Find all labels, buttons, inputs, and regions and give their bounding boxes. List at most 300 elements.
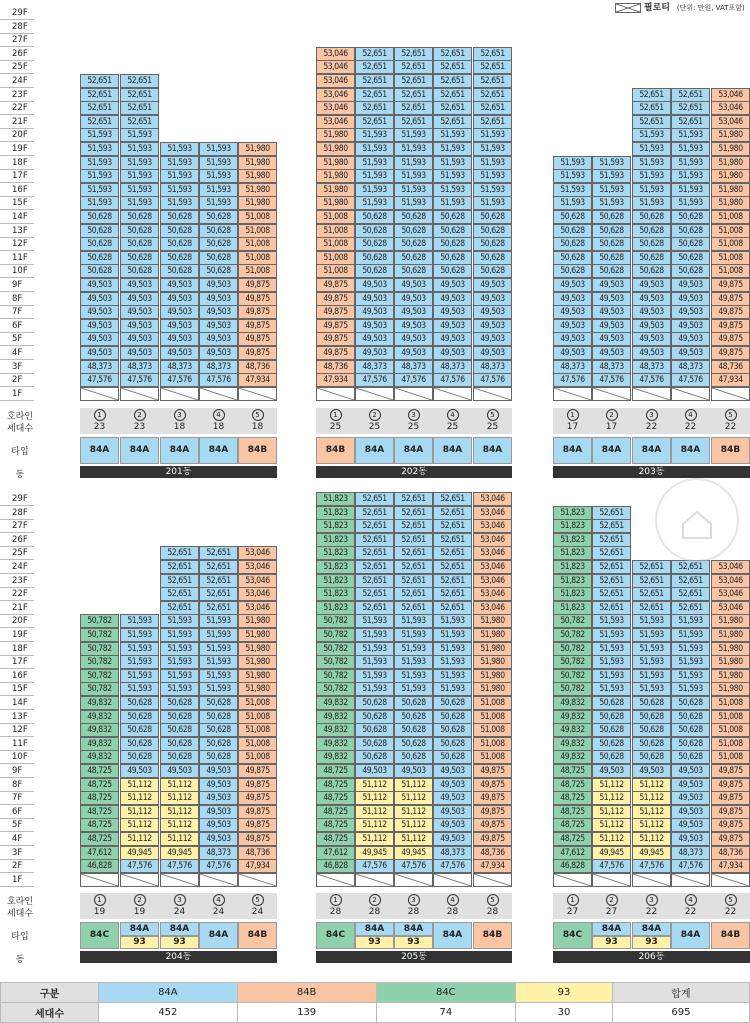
price-cell: 52,651 xyxy=(394,601,433,615)
price-cell: 50,628 xyxy=(199,723,238,737)
unit-count: 22 xyxy=(724,907,737,917)
price-cell: 51,593 xyxy=(433,128,472,142)
price-cell: 50,628 xyxy=(394,696,433,710)
price-cell: 51,593 xyxy=(160,628,199,642)
price-cell: 49,503 xyxy=(394,332,433,346)
piloti-cell xyxy=(394,873,433,887)
price-cell: 49,875 xyxy=(711,292,750,306)
price-cell: 47,576 xyxy=(433,373,472,387)
price-cell: 49,945 xyxy=(394,846,433,860)
price-cell: 48,736 xyxy=(473,846,512,860)
price-cell: 50,628 xyxy=(473,224,512,238)
price-cell: 50,782 xyxy=(80,682,119,696)
type-cell: 84B xyxy=(711,437,750,464)
price-cell: 52,651 xyxy=(473,88,512,102)
price-cell: 49,503 xyxy=(120,292,159,306)
price-cell: 49,503 xyxy=(394,346,433,360)
watermark-seal xyxy=(655,478,739,562)
price-cell: 50,628 xyxy=(592,696,631,710)
price-cell: 51,593 xyxy=(355,682,394,696)
price-cell: 50,628 xyxy=(671,224,710,238)
price-cell: 51,980 xyxy=(473,669,512,683)
type-cell: 93 xyxy=(394,936,433,949)
price-cell: 49,503 xyxy=(80,305,119,319)
price-cell: 51,593 xyxy=(671,142,710,156)
price-cell: 51,593 xyxy=(80,169,119,183)
price-cell: 48,725 xyxy=(553,791,592,805)
price-cell: 49,832 xyxy=(553,710,592,724)
price-cell: 52,651 xyxy=(355,533,394,547)
unit-note: (단위: 만원, VAT포함) xyxy=(676,4,745,12)
price-cell: 46,828 xyxy=(80,859,119,873)
price-cell: 48,373 xyxy=(473,360,512,374)
price-cell: 51,112 xyxy=(355,832,394,846)
price-cell: 51,008 xyxy=(316,237,355,251)
price-cell: 52,651 xyxy=(160,587,199,601)
unit-count: 22 xyxy=(684,422,697,432)
price-cell: 51,008 xyxy=(238,750,277,764)
price-cell: 52,651 xyxy=(120,101,159,115)
price-cell: 48,373 xyxy=(355,360,394,374)
price-cell: 49,503 xyxy=(80,292,119,306)
row-label-dong: 동 xyxy=(15,470,25,480)
price-cell: 52,651 xyxy=(394,115,433,129)
unit-count: 28 xyxy=(446,907,459,917)
price-cell: 51,823 xyxy=(316,601,355,615)
price-cell: 51,008 xyxy=(473,737,512,751)
price-cell: 51,593 xyxy=(199,142,238,156)
line-number-circle: 3 xyxy=(646,894,658,906)
price-cell: 50,628 xyxy=(80,224,119,238)
price-cell: 48,373 xyxy=(553,360,592,374)
piloti-cell xyxy=(711,387,750,401)
price-cell: 51,008 xyxy=(316,251,355,265)
floor-label: 16F xyxy=(0,669,34,683)
price-cell: 48,373 xyxy=(394,360,433,374)
line-number xyxy=(160,409,199,421)
price-cell: 52,651 xyxy=(592,601,631,615)
price-cell: 49,875 xyxy=(238,805,277,819)
row-label-units: 세대수 xyxy=(6,909,34,919)
floor-label: 1F xyxy=(0,387,34,401)
price-cell: 51,823 xyxy=(553,601,592,615)
type-cell: 93 xyxy=(120,936,159,949)
line-number xyxy=(711,894,750,906)
price-cell: 52,651 xyxy=(355,492,394,506)
price-cell: 49,503 xyxy=(160,292,199,306)
price-cell: 50,628 xyxy=(120,750,159,764)
price-cell: 49,945 xyxy=(355,846,394,860)
price-cell: 51,112 xyxy=(394,818,433,832)
price-cell: 51,980 xyxy=(316,142,355,156)
floor-label: 19F xyxy=(0,628,34,642)
price-cell: 51,593 xyxy=(199,669,238,683)
price-cell: 49,503 xyxy=(632,764,671,778)
price-cell: 47,576 xyxy=(632,859,671,873)
line-number xyxy=(80,894,119,906)
unit-count: 22 xyxy=(684,907,697,917)
type-cell: 84A xyxy=(160,437,199,464)
price-cell: 51,112 xyxy=(394,805,433,819)
price-cell: 51,593 xyxy=(120,628,159,642)
price-cell: 50,628 xyxy=(355,264,394,278)
piloti-cell xyxy=(316,873,355,887)
price-cell: 51,593 xyxy=(199,628,238,642)
price-cell: 53,046 xyxy=(238,560,277,574)
price-cell: 51,593 xyxy=(355,642,394,656)
price-cell: 50,628 xyxy=(120,737,159,751)
price-cell: 53,046 xyxy=(711,101,750,115)
price-cell: 52,651 xyxy=(473,74,512,88)
dong-label: 201동 xyxy=(80,466,277,478)
unit-count: 25 xyxy=(368,422,381,432)
summary-value-84a: 452 xyxy=(99,1003,238,1023)
price-cell: 48,373 xyxy=(120,360,159,374)
price-cell: 51,823 xyxy=(553,560,592,574)
price-cell: 47,576 xyxy=(355,859,394,873)
floor-label: 4F xyxy=(0,832,34,846)
price-cell: 49,503 xyxy=(120,305,159,319)
price-cell: 49,503 xyxy=(160,305,199,319)
type-cell: 93 xyxy=(632,936,671,949)
price-cell: 50,628 xyxy=(355,696,394,710)
price-cell: 49,503 xyxy=(433,764,472,778)
price-cell: 49,503 xyxy=(160,346,199,360)
price-cell: 52,651 xyxy=(355,115,394,129)
price-cell: 48,725 xyxy=(316,818,355,832)
summary-value-84b: 139 xyxy=(237,1003,376,1023)
unit-count: 28 xyxy=(368,907,381,917)
price-cell: 51,008 xyxy=(473,710,512,724)
price-cell: 49,875 xyxy=(473,764,512,778)
line-number-circle: 4 xyxy=(685,409,697,421)
price-cell: 49,503 xyxy=(553,319,592,333)
price-cell: 52,651 xyxy=(433,115,472,129)
price-cell: 53,046 xyxy=(473,587,512,601)
price-cell: 52,651 xyxy=(199,574,238,588)
line-number xyxy=(433,894,472,906)
line-number-circle: 3 xyxy=(174,409,186,421)
floor-label: 14F xyxy=(0,696,34,710)
price-cell: 51,593 xyxy=(473,142,512,156)
price-cell: 52,651 xyxy=(355,88,394,102)
price-cell: 50,628 xyxy=(120,251,159,265)
price-cell: 48,373 xyxy=(592,360,631,374)
price-cell: 52,651 xyxy=(394,533,433,547)
price-cell: 51,593 xyxy=(160,156,199,170)
piloti-cell xyxy=(671,387,710,401)
floor-label: 21F xyxy=(0,601,34,615)
price-cell: 49,875 xyxy=(316,278,355,292)
price-cell: 50,628 xyxy=(592,750,631,764)
piloti-cell xyxy=(632,387,671,401)
price-cell: 53,046 xyxy=(316,47,355,61)
price-cell: 49,503 xyxy=(160,764,199,778)
price-cell: 51,593 xyxy=(160,183,199,197)
unit-count: 28 xyxy=(407,907,420,917)
price-cell: 52,651 xyxy=(671,587,710,601)
price-cell: 52,651 xyxy=(433,492,472,506)
price-cell: 51,593 xyxy=(160,682,199,696)
floor-label: 25F xyxy=(0,546,34,560)
price-cell: 47,576 xyxy=(632,373,671,387)
price-cell: 49,503 xyxy=(120,764,159,778)
price-cell: 51,593 xyxy=(632,196,671,210)
type-cell: 84A xyxy=(394,437,433,464)
price-cell: 49,503 xyxy=(671,346,710,360)
floor-label: 14F xyxy=(0,210,34,224)
price-cell: 50,628 xyxy=(160,750,199,764)
price-cell: 51,593 xyxy=(632,655,671,669)
price-cell: 50,628 xyxy=(553,210,592,224)
summary-header-84c: 84C xyxy=(376,983,516,1003)
unit-count: 25 xyxy=(446,422,459,432)
price-cell: 50,628 xyxy=(394,723,433,737)
price-cell: 51,593 xyxy=(160,642,199,656)
price-cell: 50,628 xyxy=(80,251,119,265)
summary-header-84b: 84B xyxy=(237,983,376,1003)
price-cell: 51,980 xyxy=(316,169,355,183)
price-cell: 49,503 xyxy=(473,332,512,346)
type-cell: 84A xyxy=(473,437,512,464)
price-cell: 50,782 xyxy=(316,669,355,683)
price-cell: 49,503 xyxy=(80,332,119,346)
price-cell: 52,651 xyxy=(433,560,472,574)
price-cell: 49,503 xyxy=(632,332,671,346)
price-cell: 48,736 xyxy=(238,846,277,860)
price-cell: 53,046 xyxy=(473,533,512,547)
price-cell: 50,782 xyxy=(553,628,592,642)
price-cell: 51,823 xyxy=(316,492,355,506)
price-cell: 49,875 xyxy=(473,791,512,805)
price-cell: 47,576 xyxy=(355,373,394,387)
price-cell: 51,112 xyxy=(632,791,671,805)
price-cell: 48,373 xyxy=(199,360,238,374)
line-number xyxy=(238,409,277,421)
price-cell: 47,576 xyxy=(199,373,238,387)
price-cell: 50,628 xyxy=(355,224,394,238)
line-number-circle: 3 xyxy=(408,409,420,421)
price-cell: 50,628 xyxy=(120,237,159,251)
price-cell: 51,593 xyxy=(120,142,159,156)
price-cell: 51,593 xyxy=(160,142,199,156)
price-cell: 51,980 xyxy=(711,128,750,142)
floor-label: 16F xyxy=(0,183,34,197)
price-cell: 50,782 xyxy=(316,682,355,696)
price-cell: 51,593 xyxy=(394,669,433,683)
price-cell: 50,628 xyxy=(394,737,433,751)
price-cell: 48,373 xyxy=(671,846,710,860)
price-cell: 49,945 xyxy=(160,846,199,860)
price-cell: 49,503 xyxy=(199,346,238,360)
price-cell: 49,503 xyxy=(473,292,512,306)
price-cell: 49,875 xyxy=(711,818,750,832)
summary-value-total: 695 xyxy=(612,1003,749,1023)
price-cell: 47,934 xyxy=(316,373,355,387)
line-number-circle: 5 xyxy=(487,409,499,421)
price-cell: 53,046 xyxy=(238,574,277,588)
price-cell: 52,651 xyxy=(394,74,433,88)
price-cell: 53,046 xyxy=(711,115,750,129)
floor-label: 1F xyxy=(0,873,34,887)
price-cell: 52,651 xyxy=(433,74,472,88)
price-cell: 51,593 xyxy=(671,196,710,210)
price-cell: 52,651 xyxy=(394,60,433,74)
price-cell: 49,503 xyxy=(592,764,631,778)
piloti-cell xyxy=(355,387,394,401)
type-cell: 84A xyxy=(120,922,159,936)
line-number-circle: 1 xyxy=(567,894,579,906)
price-cell: 49,875 xyxy=(316,319,355,333)
price-cell: 51,593 xyxy=(473,169,512,183)
price-cell: 51,980 xyxy=(316,183,355,197)
price-cell: 49,875 xyxy=(238,332,277,346)
floor-label: 9F xyxy=(0,278,34,292)
price-cell: 49,503 xyxy=(632,346,671,360)
price-cell: 51,593 xyxy=(433,142,472,156)
price-cell: 52,651 xyxy=(355,506,394,520)
line-number-circle: 1 xyxy=(94,894,106,906)
price-cell: 47,576 xyxy=(80,373,119,387)
price-cell: 50,628 xyxy=(199,210,238,224)
price-cell: 49,875 xyxy=(238,791,277,805)
unit-count: 24 xyxy=(251,907,264,917)
price-cell: 51,593 xyxy=(80,183,119,197)
price-cell: 48,725 xyxy=(553,818,592,832)
piloti-cell xyxy=(355,873,394,887)
line-number xyxy=(632,894,671,906)
price-cell: 50,628 xyxy=(433,251,472,265)
price-cell: 51,593 xyxy=(671,642,710,656)
price-cell: 47,576 xyxy=(160,373,199,387)
price-cell: 50,628 xyxy=(433,750,472,764)
unit-count: 24 xyxy=(212,907,225,917)
unit-count: 25 xyxy=(329,422,342,432)
type-cell: 84A xyxy=(355,922,394,936)
price-cell: 51,980 xyxy=(711,614,750,628)
price-cell: 50,628 xyxy=(671,710,710,724)
price-cell: 51,593 xyxy=(394,142,433,156)
price-cell: 53,046 xyxy=(473,574,512,588)
price-cell: 51,112 xyxy=(355,818,394,832)
price-cell: 49,503 xyxy=(160,332,199,346)
price-cell: 47,934 xyxy=(473,859,512,873)
price-cell: 51,112 xyxy=(160,818,199,832)
price-cell: 50,628 xyxy=(199,710,238,724)
price-cell: 51,593 xyxy=(433,628,472,642)
floor-label: 4F xyxy=(0,346,34,360)
price-cell: 51,823 xyxy=(553,546,592,560)
price-cell: 52,651 xyxy=(355,74,394,88)
price-cell: 47,576 xyxy=(553,373,592,387)
line-number xyxy=(120,409,159,421)
price-cell: 52,651 xyxy=(394,101,433,115)
price-cell: 50,628 xyxy=(433,710,472,724)
price-cell: 51,980 xyxy=(238,156,277,170)
price-cell: 50,628 xyxy=(199,696,238,710)
price-cell: 49,503 xyxy=(473,278,512,292)
type-cell: 84A xyxy=(592,437,631,464)
price-cell: 51,823 xyxy=(553,519,592,533)
price-cell: 51,593 xyxy=(199,642,238,656)
line-number-circle: 5 xyxy=(252,894,264,906)
price-cell: 49,875 xyxy=(711,764,750,778)
price-cell: 48,725 xyxy=(316,805,355,819)
line-number xyxy=(433,409,472,421)
price-cell: 49,503 xyxy=(355,305,394,319)
price-cell: 49,503 xyxy=(632,292,671,306)
price-cell: 51,593 xyxy=(632,142,671,156)
price-cell: 51,593 xyxy=(433,196,472,210)
floor-label: 28F xyxy=(0,20,34,34)
floor-label: 13F xyxy=(0,224,34,238)
price-cell: 49,503 xyxy=(199,332,238,346)
piloti-cell xyxy=(238,873,277,887)
price-cell: 51,593 xyxy=(120,128,159,142)
price-cell: 52,651 xyxy=(80,74,119,88)
price-cell: 48,725 xyxy=(80,778,119,792)
price-cell: 51,593 xyxy=(199,196,238,210)
price-cell: 51,008 xyxy=(473,696,512,710)
price-cell: 48,736 xyxy=(711,846,750,860)
price-cell: 53,046 xyxy=(711,601,750,615)
price-cell: 51,593 xyxy=(632,156,671,170)
price-cell: 49,503 xyxy=(199,305,238,319)
price-cell: 51,980 xyxy=(238,669,277,683)
line-number xyxy=(199,894,238,906)
price-cell: 51,593 xyxy=(592,196,631,210)
price-cell: 49,503 xyxy=(120,319,159,333)
price-cell: 50,628 xyxy=(632,723,671,737)
price-cell: 52,651 xyxy=(433,574,472,588)
type-cell: 93 xyxy=(355,936,394,949)
price-cell: 49,875 xyxy=(711,278,750,292)
price-cell: 49,503 xyxy=(433,319,472,333)
floor-label: 8F xyxy=(0,292,34,306)
price-cell: 50,628 xyxy=(355,210,394,224)
price-cell: 51,112 xyxy=(592,805,631,819)
price-cell: 50,628 xyxy=(671,210,710,224)
floor-label: 26F xyxy=(0,47,34,61)
type-cell: 84C xyxy=(80,922,119,949)
line-number-circle: 2 xyxy=(606,409,618,421)
price-cell: 52,651 xyxy=(394,519,433,533)
piloti-cell xyxy=(160,387,199,401)
floor-label: 10F xyxy=(0,750,34,764)
price-cell: 52,651 xyxy=(199,601,238,615)
price-cell: 52,651 xyxy=(394,492,433,506)
price-cell: 51,593 xyxy=(120,614,159,628)
price-cell: 51,980 xyxy=(711,642,750,656)
line-number-circle: 5 xyxy=(252,409,264,421)
price-cell: 51,593 xyxy=(473,128,512,142)
floor-label: 29F xyxy=(0,6,34,20)
piloti-cell xyxy=(238,387,277,401)
price-cell: 50,628 xyxy=(199,237,238,251)
price-cell: 50,628 xyxy=(199,264,238,278)
price-cell: 51,980 xyxy=(711,669,750,683)
price-cell: 51,980 xyxy=(711,169,750,183)
price-cell: 49,503 xyxy=(433,778,472,792)
price-cell: 51,593 xyxy=(355,196,394,210)
price-cell: 51,593 xyxy=(355,156,394,170)
price-cell: 50,782 xyxy=(316,614,355,628)
price-cell: 51,008 xyxy=(711,210,750,224)
price-cell: 47,576 xyxy=(433,859,472,873)
legend xyxy=(615,0,745,12)
price-cell: 51,980 xyxy=(238,614,277,628)
price-cell: 51,112 xyxy=(120,805,159,819)
